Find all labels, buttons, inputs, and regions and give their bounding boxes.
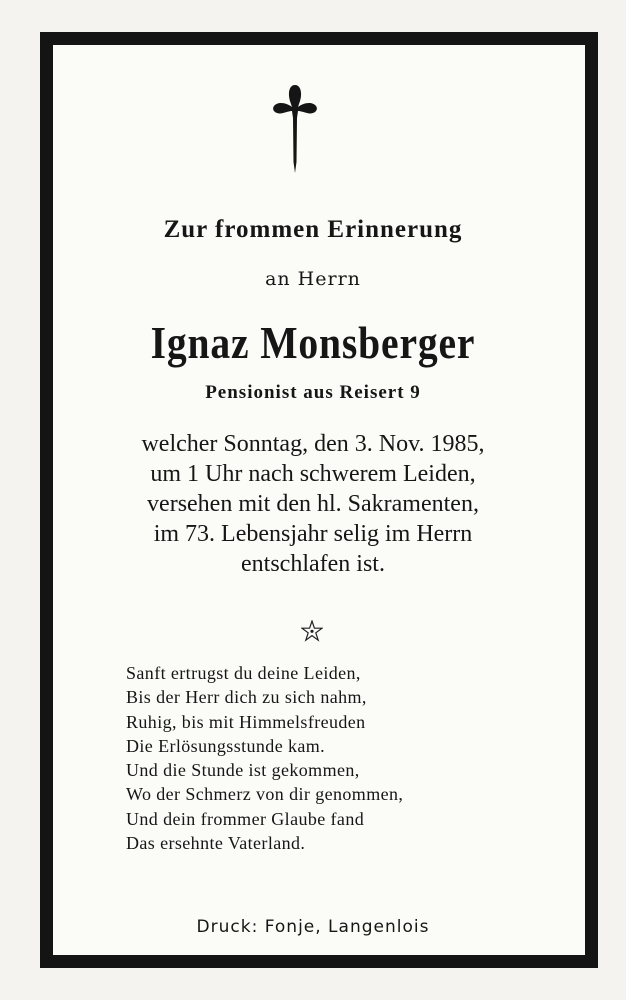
notice-line: entschlafen ist.: [241, 551, 385, 577]
cross-icon: [270, 82, 320, 177]
poem-line: Das ersehnte Vaterland.: [126, 833, 306, 854]
deceased-name: Ignaz Monsberger: [150, 317, 476, 368]
death-notice: [0, 429, 626, 579]
poem-line: Wo der Schmerz von dir genommen,: [126, 784, 404, 805]
poem-line: Bis der Herr dich zu sich nahm,: [126, 687, 367, 708]
printer-credit: Druck: Fonje, Langenlois: [196, 917, 430, 937]
notice-line: welcher Sonntag, den 3. Nov. 1985,: [141, 431, 485, 457]
notice-line: versehen mit den hl. Sakramenten,: [147, 491, 479, 517]
occupation-line: Pensionist aus Reisert 9: [205, 382, 421, 403]
poem-line: Die Erlösungsstunde kam.: [126, 735, 326, 756]
notice-line: im 73. Lebensjahr selig im Herrn: [153, 521, 473, 547]
salutation: an Herrn: [265, 268, 361, 290]
poem-line: Sanft ertrugst du deine Leiden,: [126, 663, 361, 683]
memorial-poem: [126, 661, 403, 855]
poem-line: Und dein frommer Glaube fand: [126, 808, 365, 829]
star-icon: [301, 620, 323, 642]
poem-line: Ruhig, bis mit Himmelsfreuden: [126, 711, 366, 732]
poem-line: Und die Stunde ist gekommen,: [126, 760, 360, 781]
card-heading: Zur frommen Erinnerung: [163, 216, 463, 243]
notice-line: um 1 Uhr nach schwerem Leiden,: [150, 461, 476, 487]
